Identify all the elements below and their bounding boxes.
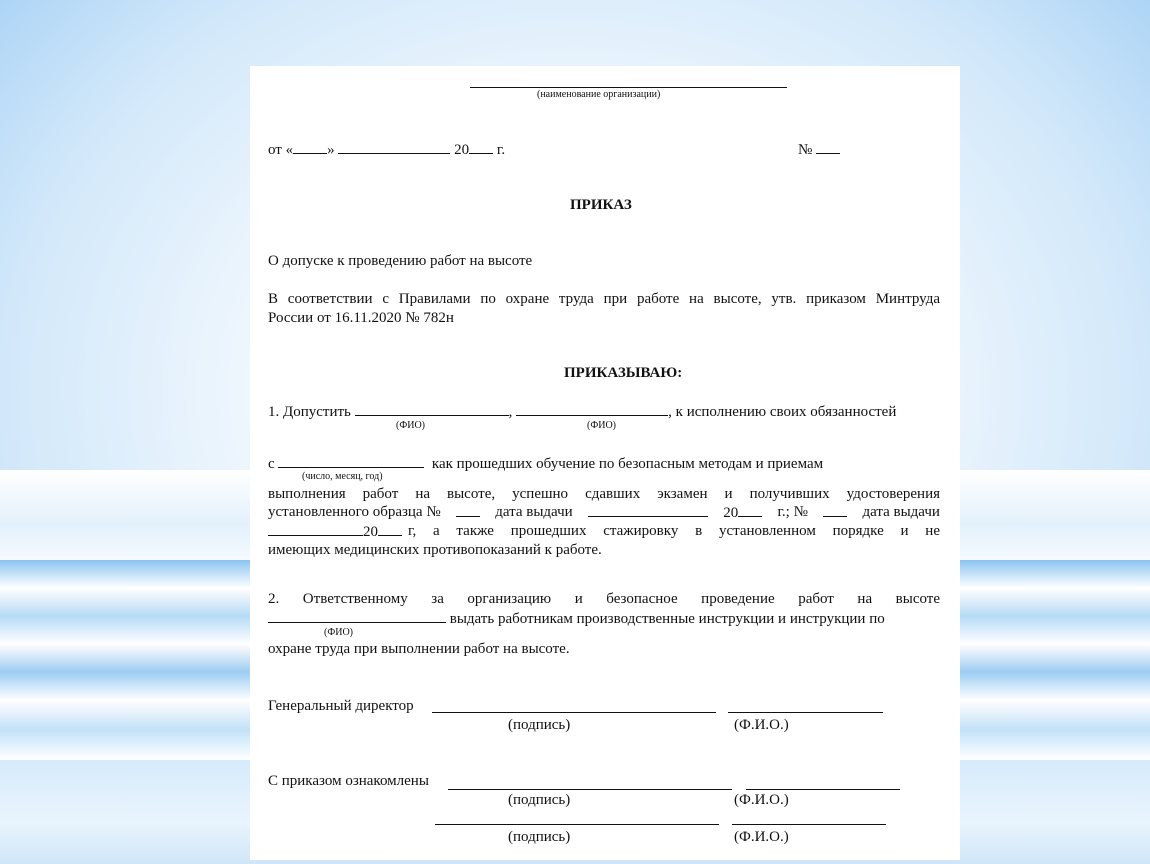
item1-line-2: с как прошедших обучение по безопасным методам и приемам [268, 456, 824, 472]
acquainted-signature-line-2 [435, 824, 719, 825]
acquainted-fio-caption-1: (Ф.И.О.) [734, 792, 789, 808]
order-date-line: от « » 20 г. [268, 142, 506, 158]
director-signature-line [432, 712, 716, 713]
order-basis-line-2: России от 16.11.2020 № 782н [268, 310, 454, 326]
item1-line-3: выполнения работ на высоте, успешно сдавших экзамен и получивших удостоверения [268, 486, 940, 502]
acquainted-signature-line-1 [448, 789, 732, 790]
director-label: Генеральный директор [268, 698, 414, 714]
item1-line-4: установленного образца № дата выдачи 20 г.; № дата выдачи [268, 504, 940, 521]
acquainted-fio-line-1 [746, 789, 900, 790]
director-fio-line [728, 712, 883, 713]
acquainted-label: С приказом ознакомлены [268, 773, 429, 789]
acquainted-signature-caption-2: (подпись) [508, 829, 571, 845]
organization-name-line [470, 87, 787, 88]
item1-line-5: 20 г, а также прошедших стажировку в установленном порядке и не [268, 522, 940, 541]
document-title: ПРИКАЗ [570, 197, 632, 213]
director-fio-caption: (Ф.И.О.) [734, 717, 789, 733]
item2-caption-fio: (ФИО) [324, 627, 354, 638]
order-subject: О допуске к проведению работ на высоте [268, 253, 533, 269]
item2-line-1: 2. Ответственному за организацию и безопасное проведение работ на высоте [268, 591, 940, 607]
order-heading: ПРИКАЗЫВАЮ: [564, 365, 683, 381]
acquainted-signature-caption-1: (подпись) [508, 792, 571, 808]
item1-line-1: 1. Допустить , , к исполнению своих обязанностей [268, 404, 897, 420]
order-basis-line-1: В соответствии с Правилами по охране труда при работе на высоте, утв. приказом Минтруда [268, 291, 940, 307]
acquainted-fio-line-2 [732, 824, 886, 825]
item2-line-3: охране труда при выполнении работ на высоте. [268, 641, 570, 657]
acquainted-fio-caption-2: (Ф.И.О.) [734, 829, 789, 845]
item1-caption-fio-2: (ФИО) [587, 420, 617, 431]
organization-caption: (наименование организации) [537, 89, 661, 100]
order-number-line: № [798, 140, 840, 159]
director-signature-caption: (подпись) [508, 717, 571, 733]
item1-caption-date: (число, месяц, год) [302, 471, 383, 482]
item1-caption-fio-1: (ФИО) [396, 420, 426, 431]
item1-line-6: имеющих медицинских противопоказаний к работе. [268, 542, 602, 558]
order-document-page [250, 66, 960, 860]
item2-line-2: выдать работникам производственные инструкции и инструкции по [268, 609, 885, 628]
